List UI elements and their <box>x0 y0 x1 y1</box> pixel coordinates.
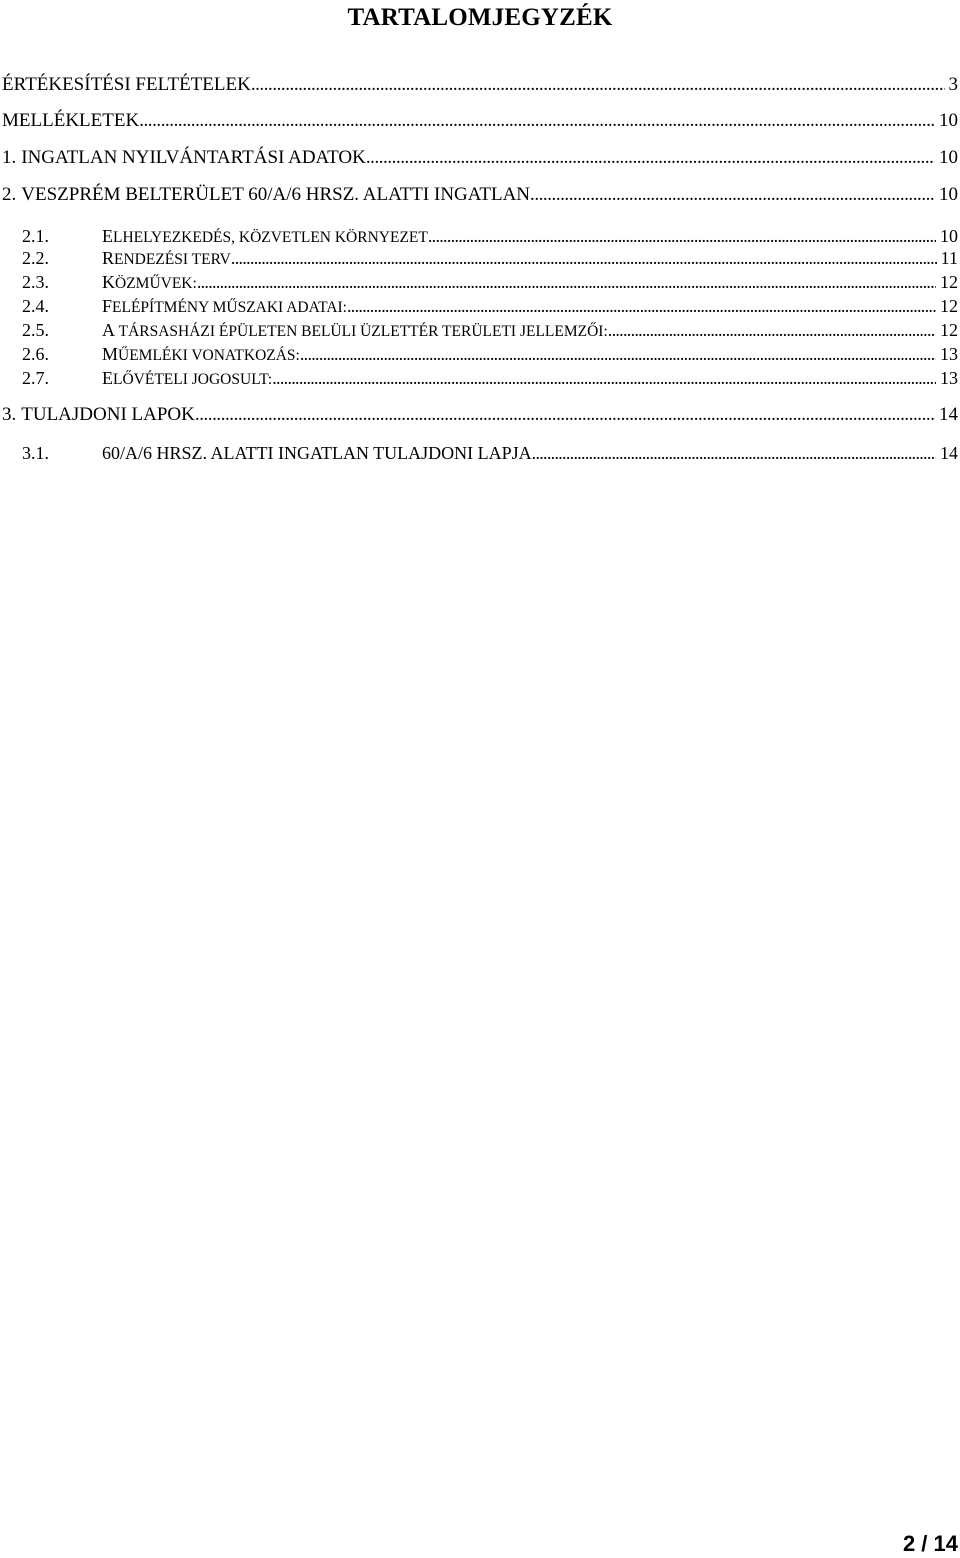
toc-entry-number: 2.1. <box>22 226 49 246</box>
toc-entry[interactable] <box>0 109 960 133</box>
toc-entry-title: A TÁRSASHÁZI ÉPÜLETEN BELÜLI ÜZLETTÉR TERÜLETI JELLEMZŐI: <box>102 320 608 340</box>
toc-entry-number: 2.5. <box>22 320 49 340</box>
toc-entry-title: ÉRTÉKESÍTÉSI FELTÉTELEK <box>2 74 251 95</box>
toc-entry-title: VESZPRÉM BELTERÜLET 60/A/6 HRSZ. ALATTI INGATLAN <box>21 184 531 205</box>
toc-entry-page: 10 <box>939 184 958 205</box>
toc-entry-title: KÖZMŰVEK: <box>102 272 197 292</box>
toc-dot-leader <box>272 366 936 390</box>
toc-subentry[interactable] <box>0 294 960 318</box>
toc-subentry[interactable] <box>0 342 960 366</box>
toc-entry[interactable] <box>0 73 960 97</box>
toc-entry-number: 2.3. <box>22 272 49 292</box>
toc-dot-leader <box>608 318 936 342</box>
toc-dot-leader <box>195 403 935 427</box>
toc-subentry[interactable] <box>0 246 960 270</box>
toc-dot-leader <box>530 183 935 207</box>
toc-entry-title: TULAJDONI LAPOK <box>21 404 195 425</box>
toc-entry-page: 10 <box>940 226 958 246</box>
toc-entry-page: 14 <box>940 443 958 463</box>
toc-entry-page: 10 <box>939 110 958 131</box>
toc-dot-leader <box>251 73 945 97</box>
toc-entry-title: MŰEMLÉKI VONATKOZÁS: <box>102 344 300 364</box>
document-title: TARTALOMJEGYZÉK <box>347 4 613 31</box>
toc-dot-leader <box>197 270 936 294</box>
toc-entry-page: 14 <box>939 404 958 425</box>
toc-entry-page: 11 <box>940 248 958 268</box>
toc-entry-page: 13 <box>940 344 958 364</box>
toc-entry-title: RENDEZÉSI TERV <box>102 248 231 268</box>
toc-entry-number: 2.2. <box>22 248 49 268</box>
page-number: 2 / 14 <box>902 1531 958 1556</box>
toc-subentry[interactable] <box>0 318 960 342</box>
toc-entry[interactable] <box>0 183 960 207</box>
toc-entry[interactable] <box>0 403 960 427</box>
toc-entry-title: INGATLAN NYILVÁNTARTÁSI ADATOK <box>21 147 366 168</box>
toc-entry-title: MELLÉKLETEK <box>2 110 140 131</box>
toc-entry-number: 3. <box>2 404 17 425</box>
toc-entry-number: 2.4. <box>22 296 49 316</box>
toc-entry-page: 12 <box>940 272 958 292</box>
toc-entry[interactable] <box>0 146 960 170</box>
toc-dot-leader <box>139 109 935 133</box>
toc-entry-number: 2. <box>2 184 17 205</box>
toc-entry-title: 60/A/6 HRSZ. ALATTI INGATLAN TULAJDONI LAPJA <box>102 443 532 463</box>
toc-subentry[interactable] <box>0 366 960 390</box>
toc-subentry[interactable] <box>0 441 960 465</box>
toc-dot-leader <box>532 441 936 465</box>
toc-entry-number: 2.6. <box>22 344 49 364</box>
toc-entry-page: 10 <box>939 147 958 168</box>
toc-entry-title: ELHELYEZKEDÉS, KÖZVETLEN KÖRNYEZET <box>102 226 428 246</box>
toc-dot-leader <box>366 146 935 170</box>
toc-dot-leader <box>231 246 937 270</box>
toc-dot-leader <box>347 294 936 318</box>
toc-entry-page: 13 <box>940 368 958 388</box>
toc-entry-number: 2.7. <box>22 368 49 388</box>
toc-dot-leader <box>300 342 936 366</box>
toc-subentry[interactable] <box>0 270 960 294</box>
toc-entry-page: 12 <box>940 320 958 340</box>
toc-entry-page: 12 <box>940 296 958 316</box>
toc-entry-number: 3.1. <box>22 443 49 463</box>
toc-dot-leader <box>428 224 936 248</box>
toc-entry-title: FELÉPÍTMÉNY MŰSZAKI ADATAI: <box>102 296 347 316</box>
toc-subentry[interactable] <box>0 224 960 248</box>
toc-entry-page: 3 <box>948 74 958 95</box>
toc-entry-number: 1. <box>2 147 17 168</box>
toc-entry-title: ELŐVÉTELI JOGOSULT: <box>102 368 273 388</box>
